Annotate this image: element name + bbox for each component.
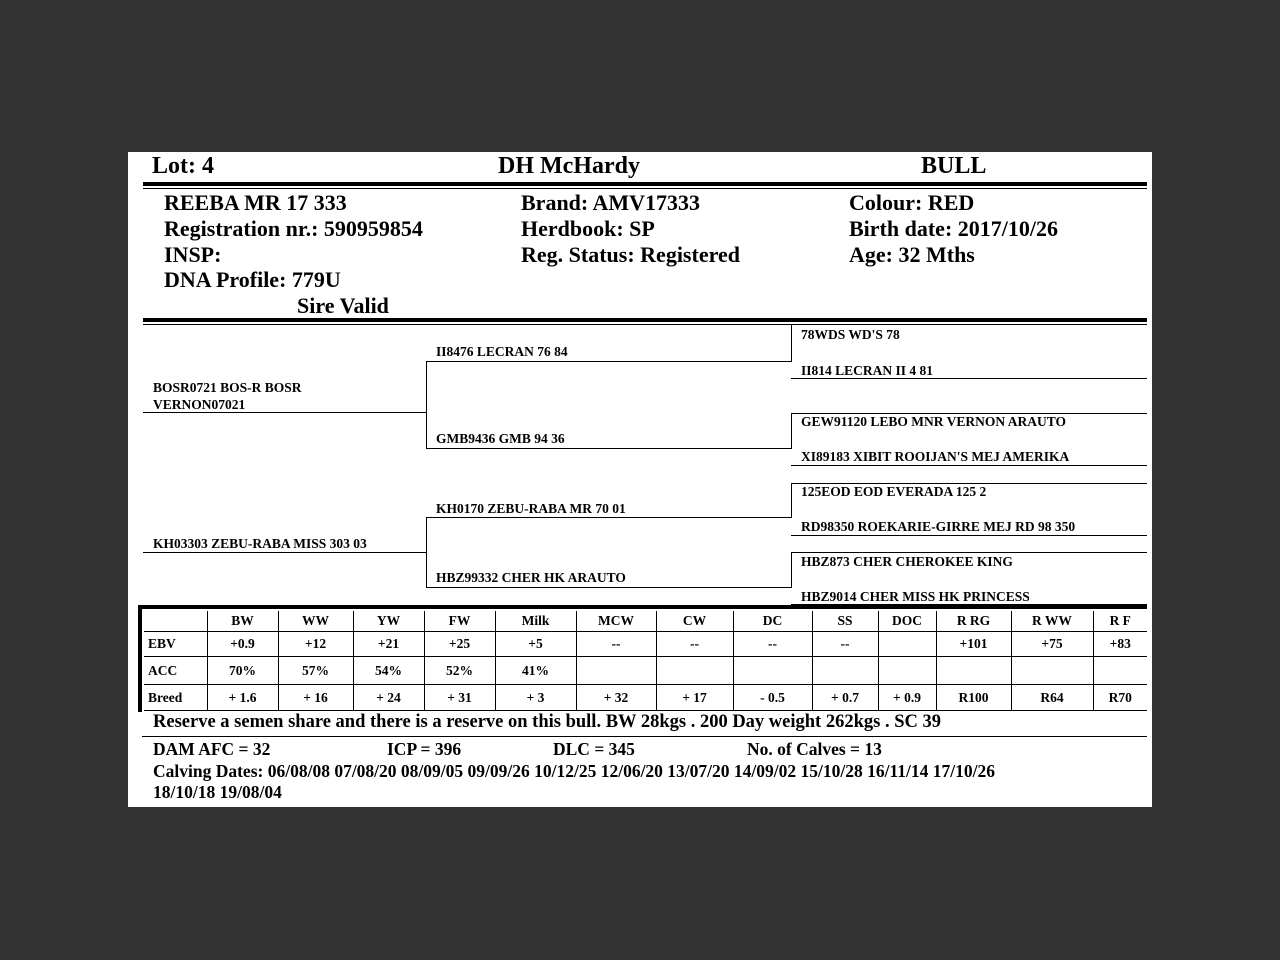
pedigree-dam: KH03303 ZEBU-RABA MISS 303 03 bbox=[153, 536, 367, 551]
ebv-cell: 52% bbox=[424, 657, 495, 685]
age: Age: 32 Mths bbox=[849, 242, 975, 267]
lot-number: Lot: 4 bbox=[152, 153, 214, 179]
ebv-left-rule bbox=[138, 607, 142, 712]
ebv-header-cell: R F bbox=[1093, 611, 1147, 632]
brand: Brand: AMV17333 bbox=[521, 190, 701, 215]
ebv-header-cell: SS bbox=[812, 611, 878, 632]
animal-name: REEBA MR 17 333 bbox=[164, 190, 347, 215]
animal-sex: BULL bbox=[921, 153, 987, 179]
gg-line-4 bbox=[791, 465, 1147, 466]
ebv-header-cell bbox=[144, 611, 207, 632]
registration-number: Registration nr.: 590959854 bbox=[164, 216, 423, 241]
sire-line bbox=[143, 412, 426, 413]
ebv-cell: R100 bbox=[936, 685, 1011, 711]
gg-bracket-2 bbox=[791, 413, 792, 449]
ebv-cell: 41% bbox=[495, 657, 576, 685]
ebv-cell: + 32 bbox=[576, 685, 656, 711]
ebv-cell bbox=[878, 632, 936, 657]
ebv-cell bbox=[656, 657, 733, 685]
gg-bracket-1 bbox=[791, 325, 792, 362]
gg-bracket-3 bbox=[791, 483, 792, 518]
ebv-cell: +75 bbox=[1011, 632, 1093, 657]
ebv-cell: + 3 bbox=[495, 685, 576, 711]
ebv-cell: + 0.7 bbox=[812, 685, 878, 711]
ebv-cell: 54% bbox=[353, 657, 424, 685]
dd-line bbox=[426, 587, 792, 588]
ebv-header-row bbox=[144, 611, 1147, 632]
header-rule-thin bbox=[143, 188, 1147, 189]
dam-dlc: DLC = 345 bbox=[553, 739, 635, 759]
ebv-cell bbox=[733, 657, 812, 685]
ebv-header-cell: MCW bbox=[576, 611, 656, 632]
ebv-cell: +101 bbox=[936, 632, 1011, 657]
dam-calves: No. of Calves = 13 bbox=[747, 739, 882, 759]
sire-valid: Sire Valid bbox=[297, 293, 389, 318]
ebv-cell: +25 bbox=[424, 632, 495, 657]
ds-line bbox=[426, 517, 792, 518]
ebv-header-cell: Milk bbox=[495, 611, 576, 632]
pedigree-sire: BOSR0721 BOS-R BOSR bbox=[153, 380, 302, 395]
insp: INSP: bbox=[164, 242, 222, 267]
ebv-rule-thick bbox=[138, 605, 1147, 609]
dna-profile: DNA Profile: 779U bbox=[164, 267, 341, 292]
ebv-cell: +5 bbox=[495, 632, 576, 657]
ebv-header-cell: R WW bbox=[1011, 611, 1093, 632]
ebv-row bbox=[144, 657, 1147, 685]
pedigree-dam-sire: KH0170 ZEBU-RABA MR 70 01 bbox=[436, 501, 626, 516]
ebv-header-cell: BW bbox=[207, 611, 278, 632]
gg-line-3 bbox=[791, 413, 1147, 414]
ebv-header-cell: YW bbox=[353, 611, 424, 632]
calving-dates: Calving Dates: 06/08/08 07/08/20 08/09/05 09/09/26 10/12/25 12/06/20 13/07/20 14/09/02 15/10/28 16/11/14 17/10/26 bbox=[153, 761, 995, 781]
pedigree-rule-thick bbox=[143, 318, 1147, 322]
ebv-cell: -- bbox=[656, 632, 733, 657]
ebv-cell: + 17 bbox=[656, 685, 733, 711]
ebv-cell bbox=[576, 657, 656, 685]
ebv-cell: +0.9 bbox=[207, 632, 278, 657]
ebv-row-label: Breed bbox=[144, 685, 207, 711]
pedigree-gg-6: RD98350 ROEKARIE-GIRRE MEJ RD 98 350 bbox=[801, 519, 1076, 534]
pedigree-gg-4: XI89183 XIBIT ROOIJAN'S MEJ AMERIKA bbox=[801, 449, 1070, 464]
ebv-row bbox=[144, 685, 1147, 711]
dam-icp: ICP = 396 bbox=[387, 739, 462, 759]
ebv-cell: +83 bbox=[1093, 632, 1147, 657]
header-rule-thick bbox=[143, 182, 1147, 186]
ebv-cell: R64 bbox=[1011, 685, 1093, 711]
pedigree-gg-1: 78WDS WD'S 78 bbox=[801, 327, 900, 342]
pedigree-sire-dam: GMB9436 GMB 94 36 bbox=[436, 431, 565, 446]
pedigree-gg-8: HBZ9014 CHER MISS HK PRINCESS bbox=[801, 589, 1030, 604]
dam-line bbox=[143, 552, 426, 553]
lot-card bbox=[128, 152, 1152, 807]
ebv-header-cell: WW bbox=[278, 611, 353, 632]
gg-line-6 bbox=[791, 535, 1147, 536]
ebv-header-cell: CW bbox=[656, 611, 733, 632]
reserve-note: Reserve a semen share and there is a reserve on this bull. BW 28kgs . 200 Day weight 262kgs . SC 39 bbox=[153, 712, 941, 732]
note-rule bbox=[142, 736, 1147, 737]
ebv-row-label: ACC bbox=[144, 657, 207, 685]
reg-status: Reg. Status: Registered bbox=[521, 242, 740, 267]
gg-line-2 bbox=[791, 378, 1147, 379]
ebv-cell: + 31 bbox=[424, 685, 495, 711]
ebv-header-cell: DOC bbox=[878, 611, 936, 632]
ebv-cell: + 0.9 bbox=[878, 685, 936, 711]
ebv-cell bbox=[1093, 657, 1147, 685]
ebv-header-cell: FW bbox=[424, 611, 495, 632]
sire-bracket bbox=[426, 361, 427, 448]
ebv-cell: +12 bbox=[278, 632, 353, 657]
birth-date: Birth date: 2017/10/26 bbox=[849, 216, 1058, 241]
gg-line-7 bbox=[791, 552, 1147, 553]
pedigree-gg-7: HBZ873 CHER CHEROKEE KING bbox=[801, 554, 1013, 569]
pedigree-gg-5: 125EOD EOD EVERADA 125 2 bbox=[801, 484, 987, 499]
ebv-header-cell: R RG bbox=[936, 611, 1011, 632]
ebv-cell bbox=[936, 657, 1011, 685]
ebv-cell bbox=[878, 657, 936, 685]
ebv-cell: R70 bbox=[1093, 685, 1147, 711]
pedigree-sire-cont: VERNON07021 bbox=[153, 397, 246, 412]
ebv-cell: +21 bbox=[353, 632, 424, 657]
gg-line-5 bbox=[791, 483, 1147, 484]
ebv-cell: -- bbox=[733, 632, 812, 657]
ebv-row bbox=[144, 632, 1147, 657]
pedigree-dam-dam: HBZ99332 CHER HK ARAUTO bbox=[436, 570, 626, 585]
herdbook: Herdbook: SP bbox=[521, 216, 655, 241]
gg-bracket-4 bbox=[791, 552, 792, 588]
ebv-cell: 70% bbox=[207, 657, 278, 685]
ss-line bbox=[426, 361, 792, 362]
ebv-row-label: EBV bbox=[144, 632, 207, 657]
ebv-cell: - 0.5 bbox=[733, 685, 812, 711]
ebv-table bbox=[144, 611, 1147, 711]
breeder-name: DH McHardy bbox=[498, 153, 640, 179]
pedigree-gg-3: GEW91120 LEBO MNR VERNON ARAUTO bbox=[801, 414, 1067, 429]
colour: Colour: RED bbox=[849, 190, 975, 215]
ebv-cell bbox=[1011, 657, 1093, 685]
ebv-cell: + 24 bbox=[353, 685, 424, 711]
dam-bracket bbox=[426, 517, 427, 587]
ebv-cell: + 16 bbox=[278, 685, 353, 711]
ebv-cell: -- bbox=[576, 632, 656, 657]
dam-afc: DAM AFC = 32 bbox=[153, 739, 271, 759]
ebv-cell: -- bbox=[812, 632, 878, 657]
pedigree-sire-sire: II8476 LECRAN 76 84 bbox=[436, 344, 568, 359]
ebv-cell bbox=[812, 657, 878, 685]
ebv-header-cell: DC bbox=[733, 611, 812, 632]
sd-line bbox=[426, 448, 792, 449]
calving-dates-cont: 18/10/18 19/08/04 bbox=[153, 782, 282, 802]
pedigree-rule-thin bbox=[143, 324, 1147, 325]
ebv-cell: 57% bbox=[278, 657, 353, 685]
ebv-cell: + 1.6 bbox=[207, 685, 278, 711]
pedigree-gg-2: II814 LECRAN II 4 81 bbox=[801, 363, 934, 378]
